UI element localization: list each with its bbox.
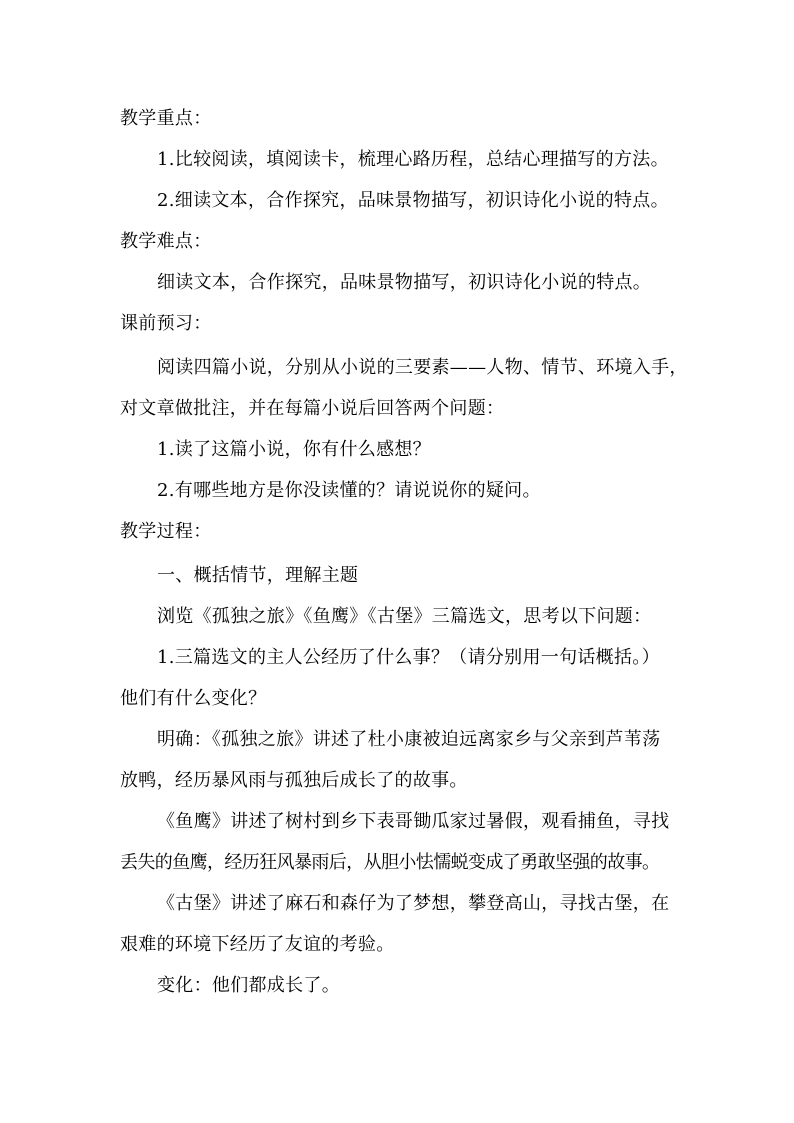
heading-key-points: 教学重点： <box>120 108 212 129</box>
section-1-title: 一、概括情节，理解主题 <box>157 565 359 586</box>
heading-difficulties: 教学难点： <box>120 231 212 252</box>
heading-process: 教学过程： <box>120 521 212 542</box>
preview-question-1: 1.读了这篇小说，你有什么感想？ <box>157 439 431 460</box>
answer-3-line1: 《古堡》讲述了麻石和森仔为了梦想，攀登高山，寻找古堡，在 <box>157 893 670 914</box>
answer-1-line1: 明确：《孤独之旅》讲述了杜小康被迫远离家乡与父亲到芦苇荡 <box>157 729 661 750</box>
difficulty-1: 细读文本，合作探究，品味景物描写，初识诗化小说的特点。 <box>157 272 652 293</box>
question-1-line2: 他们有什么变化？ <box>120 688 267 709</box>
key-point-2: 2.细读文本，合作探究，品味景物描写，初识诗化小说的特点。 <box>157 190 669 211</box>
preview-question-2: 2.有哪些地方是你没读懂的？请说说你的疑问。 <box>157 480 541 501</box>
answer-2-line2: 丢失的鱼鹰，经历狂风暴雨后，从胆小怯懦蜕变成了勇敢坚强的故事。 <box>120 852 660 873</box>
answer-3-line2: 艰难的环境下经历了友谊的考验。 <box>120 934 395 955</box>
answer-1-line2: 放鸭，经历暴风雨与孤独后成长了的故事。 <box>120 770 468 791</box>
preview-text-line2: 对文章做批注，并在每篇小说后回答两个问题： <box>120 398 505 419</box>
heading-preview: 课前预习： <box>120 313 212 334</box>
change-summary: 变化：他们都成长了。 <box>157 975 340 996</box>
key-point-1: 1.比较阅读，填阅读卡，梳理心路历程，总结心理描写的方法。 <box>157 149 669 170</box>
answer-2-line1: 《鱼鹰》讲述了树村到乡下表哥锄瓜家过暑假，观看捕鱼，寻找 <box>157 811 670 832</box>
question-1-line1: 1.三篇选文的主人公经历了什么事？（请分别用一句话概括。） <box>157 647 660 668</box>
preview-text-line1: 阅读四篇小说，分别从小说的三要素——人物、情节、环境入手， <box>157 357 688 378</box>
section-1-intro: 浏览《孤独之旅》《鱼鹰》《古堡》三篇选文，思考以下问题： <box>157 606 652 627</box>
